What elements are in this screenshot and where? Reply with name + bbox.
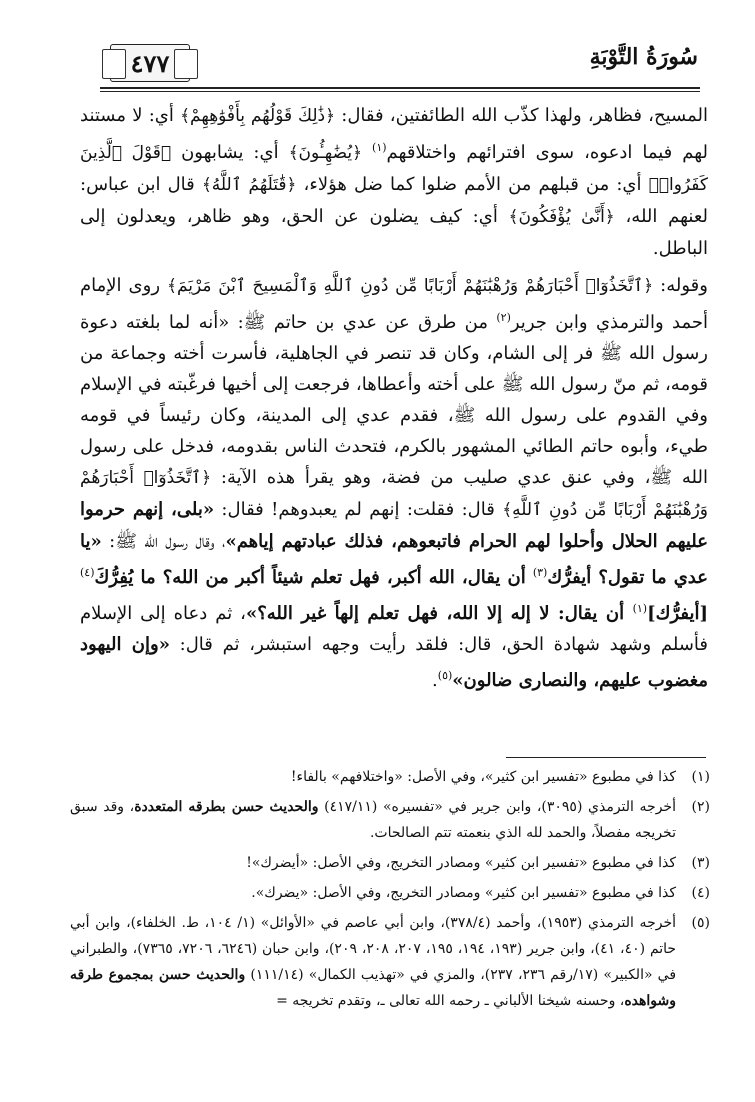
quran-verse: ﴿قَٰتَلَهُمُ ٱللَّهُ﴾: [201, 175, 297, 195]
text-run: أي: كيف يضلون عن الحق، وهو ظاهر، ويعدلون إلى الباطل.: [80, 206, 708, 259]
text-run: أي: لا مستند لهم فيما ادعوه، سوى افترائهم واختلاقهم: [80, 105, 708, 163]
quran-verse: ﴿أَنَّىٰ يُؤْفَكُونَ﴾: [508, 207, 615, 227]
text-run: أخرجه الترمذي (٣٠٩٥)، وابن جرير في «تفسيره» (٤١٧/١١): [318, 799, 676, 815]
footnote-ref: (٤): [80, 566, 95, 579]
open-book-left-icon: [102, 49, 126, 79]
text-run: أي: من قبلهم من الأمم ضلوا كما ضل هؤلاء،: [296, 174, 649, 195]
footnote-number: (٣): [691, 855, 710, 871]
quran-verse: ﴿ٱتَّخَذُوٓا۟ أَحْبَارَهُمْ وَرُهْبَٰنَهُمْ أَرْبَابًا مِّن دُونِ ٱللَّهِ﴾: [80, 468, 708, 520]
text-run: كذا في مطبوع «تفسير ابن كثير»، وفي الأصل: «واختلافهم» بالفاء!: [290, 769, 676, 785]
text-run: وقوله:: [653, 275, 708, 296]
text-run: أي: يشابهون: [171, 142, 289, 163]
hadith-text: «بلى، إنهم حرموا عليهم الحلال وأحلوا لهم الحرام فاتبعوهم، فذلك عبادتهم إياهم»: [80, 499, 709, 552]
footnote-text: [70, 764, 676, 790]
footnote-item: [70, 850, 710, 876]
footnote-separator: [506, 757, 706, 758]
footnote-ref: (١): [372, 141, 387, 154]
text-run: من طرق عن عدي بن حاتم ﷺ: «أنه لما بلغته دعوة رسول الله ﷺ فر إلى الشام، وكان قد تنصر في الجاهلية، فأسرت أخته وجماعة من قومه، ثم منّ رسول الله ﷺ على أخته وأعطاها، فرجعت إلى أخيها فرغّبته في الإسلام وفي القدوم على رسول الله ﷺ، فقدم عدي إلى المدينة، وكان رئيساً في قومه طيء، وأبوه حاتم الطائي المشهور بالكرم، فتحدث الناس بقدومه، فدخل على رسول الله ﷺ، وفي عنق عدي صليب من فضة، وهو يقرأ هذه الآية:: [80, 312, 708, 488]
quran-verse: ﴿ٱتَّخَذُوٓا۟ أَحْبَارَهُمْ وَرُهْبَٰنَهُمْ أَرْبَابًا مِّن دُونِ ٱللَّهِ وَٱلْمَسِيحَ ٱبْنَ مَرْيَمَ﴾: [167, 276, 654, 296]
text-run: أخرجه الترمذي (١٩٥٣)، وأحمد (٣٧٨/٤)، وابن أبي عاصم في «الأوائل» (١/ ١٠٤، ط. الخلفاء)، وابن أبي حاتم (٤٠، ٤١)، وابن جرير (١٩٣، ١٩٤، ١٩٥، ٢٠٧، ٢٠٨، ٢٠٩)، وابن حبان (٦٢٤٦، ٧٢٠٦، ٧٣٦٥)، والطبراني في «الكبير» (١٧/رقم ٢٣٦، ٢٣٧)، والمزي في «تهذيب الكمال» (١١١/١٤): [70, 915, 677, 983]
text-run: روى الإمام أحمد والترمذي وابن جرير: [80, 275, 708, 333]
footnote-item: [70, 764, 710, 790]
hadith-text: والحديث حسن بمجموع طرقه وشواهده: [70, 967, 676, 1009]
page-header: [100, 40, 700, 88]
quran-verse: ﴿يُضَٰهِـُٔونَ﴾: [288, 143, 363, 163]
footnote-number: (١): [691, 769, 710, 785]
footnote-number: (٤): [691, 885, 710, 901]
hadith-text: «وإن اليهود مغضوب عليهم، والنصارى ضالون»: [80, 634, 708, 691]
footnote-text: [70, 850, 676, 876]
hadith-text: [أيفرُّك]: [647, 603, 709, 624]
footnote-text: [70, 880, 676, 906]
text-run: ، وحسنه شيخنا الألباني ـ رحمه الله تعالى ـ، وتقدم تخريجه =: [276, 993, 625, 1009]
footnote-item: [70, 880, 710, 906]
footnote-number: (٢): [691, 799, 710, 815]
quran-verse: ﴿قَوْلَ ٱلَّذِينَ كَفَرُوا۟﴾: [80, 143, 708, 195]
footnote-ref: (٢): [496, 311, 511, 324]
hadith-text: والحديث حسن بطرقه المتعددة: [134, 799, 319, 815]
footnote-item: [70, 910, 710, 1014]
text-run: قال ابن عباس: لعنهم الله،: [80, 174, 708, 227]
text-run: قال: فقلت: إنهم لم يعبدوهم! فقال:: [214, 499, 503, 520]
text-run: ، ثم دعاه إلى الإسلام فأسلم وشهد شهادة الحق، قال: فلقد رأيت وجهه استبشر، ثم قال:: [80, 603, 708, 655]
footnote-number: (٥): [691, 915, 710, 931]
footnote-ref: (٥): [437, 669, 453, 682]
text-run: كذا في مطبوع «تفسير ابن كثير» ومصادر التخريج، وفي الأصل: «يضرك».: [251, 885, 676, 901]
footnote-item: [70, 794, 710, 846]
text-run: ، وقد سبق تخريجه مفصلاً، والحمد لله الذي بنعمته تتم الصالحات.: [70, 799, 676, 841]
text-run: المسيح، فظاهر، ولهذا كذّب الله الطائفتين، فقال:: [335, 105, 708, 126]
surah-title: سُورَةُ التَّوْبَةِ: [589, 44, 698, 70]
hadith-text: أن يقال، الله أكبر، فهل تعلم شيئاً أكبر من الله؟ ما يُفِرُّكَ: [94, 567, 533, 588]
footnote-text: [70, 794, 676, 846]
hadith-text: «يا عدي ما تقول؟ أيفرُّك: [80, 531, 708, 588]
header-rule-thin: [100, 91, 700, 92]
open-book-right-icon: [174, 49, 198, 79]
page-number: ٤٧٧: [130, 48, 170, 78]
text-run: كذا في مطبوع «تفسير ابن كثير» ومصادر التخريج، وفي الأصل: «أيضرك»!: [246, 855, 676, 871]
text-run: ، وقال رسول الله ﷺ:: [101, 531, 226, 552]
footnote-text: [70, 910, 676, 1014]
text-run: [362, 142, 372, 163]
hadith-text: أن يقال: لا إله إلا الله، فهل تعلم إلهاً غير الله؟»: [245, 603, 633, 624]
main-text: [80, 100, 708, 702]
footnote-ref: (٣): [532, 566, 548, 579]
text-run: .: [432, 670, 438, 691]
page-number-frame: [110, 44, 190, 82]
footnotes: [70, 764, 710, 1018]
quran-verse: ﴿ذَٰلِكَ قَوْلُهُم بِأَفْوَٰهِهِمْ﴾: [180, 106, 336, 126]
footnote-ref: (١): [632, 602, 648, 615]
paragraph: [80, 100, 708, 264]
header-rule: [100, 87, 700, 89]
paragraph: [80, 270, 708, 696]
